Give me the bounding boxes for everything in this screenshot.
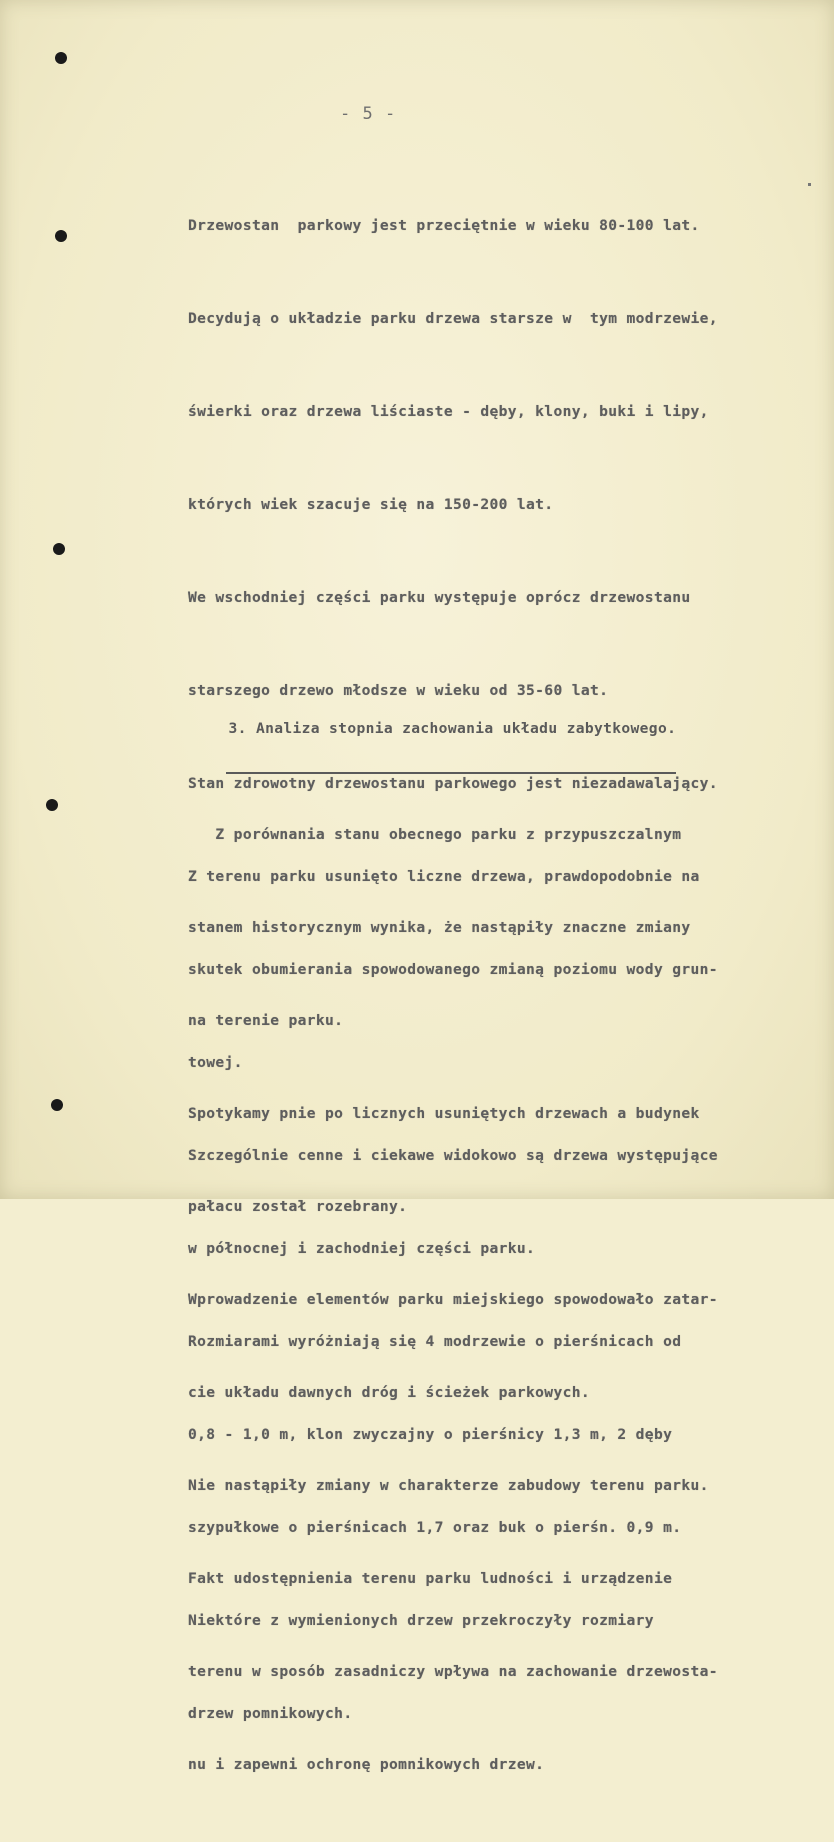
section-heading-text: 3. Analiza stopnia zachowania układu zabytkowego. [228,720,677,737]
text-line: świerki oraz drzewa liściaste - dęby, klony, buki i lipy, [188,403,709,420]
binder-hole [51,1099,63,1111]
text-line: Z terenu parku usunięto liczne drzewa, prawdopodobnie na [188,868,700,885]
text-line: nu i zapewni ochronę pomnikowych drzew. [188,1756,545,1773]
text-line: Drzewostan parkowy jest przeciętnie w wieku 80-100 lat. [188,217,700,234]
text-line: towej. [188,1054,243,1071]
text-line: Wprowadzenie elementów parku miejskiego spowodowało zatar- [188,1291,718,1308]
text-line: Niektóre z wymienionych drzew przekroczyły rozmiary [188,1612,654,1629]
typewriter-mark [808,183,811,186]
text-line: stanem historycznym wynika, że nastąpiły znaczne zmiany [188,919,691,936]
text-line: Rozmiarami wyróżniają się 4 modrzewie o pierśnicach od [188,1333,682,1350]
paragraph-analysis [188,757,798,1842]
text-line: których wiek szacuje się na 150-200 lat. [188,496,554,513]
text-line: Z porównania stanu obecnego parku z przypuszczalnym [188,826,682,843]
text-line: na terenie parku. [188,1012,344,1029]
text-line: cie układu dawnych dróg i ścieżek parkowych. [188,1384,590,1401]
text-line: pałacu został rozebrany. [188,1198,408,1215]
text-line: Szczególnie cenne i ciekawe widokowo są drzewa występujące [188,1147,718,1164]
page-number: - 5 - [340,104,397,124]
text-line: Spotykamy pnie po licznych usuniętych drzewach a budynek [188,1105,700,1122]
text-line: terenu w sposób zasadniczy wpływa na zachowanie drzewosta- [188,1663,718,1680]
text-line: starszego drzewo młodsze w wieku od 35-60 lat. [188,682,609,699]
text-line: 0,8 - 1,0 m, klon zwyczajny o pierśnicy 1,3 m, 2 dęby [188,1426,673,1443]
binder-hole [53,543,65,555]
text-line: drzew pomnikowych. [188,1705,353,1722]
text-line: Decydują o układzie parku drzewa starsze w tym modrzewie, [188,310,718,327]
text-line: Nie nastąpiły zmiany w charakterze zabudowy terenu parku. [188,1477,709,1494]
text-line: szypułkowe o pierśnicach 1,7 oraz buk o pierśn. 0,9 m. [188,1519,682,1536]
text-line: Fakt udostępnienia terenu parku ludności i urządzenie [188,1570,673,1587]
binder-hole [55,230,67,242]
text-line: skutek obumierania spowodowanego zmianą poziomu wody grun- [188,961,718,978]
text-line: We wschodniej części parku występuje oprócz drzewostanu [188,589,691,606]
text-line: Stan zdrowotny drzewostanu parkowego jest niezadawalający. [188,775,718,792]
binder-hole [55,52,67,64]
binder-hole [46,799,58,811]
text-line: w północnej i zachodniej części parku. [188,1240,536,1257]
